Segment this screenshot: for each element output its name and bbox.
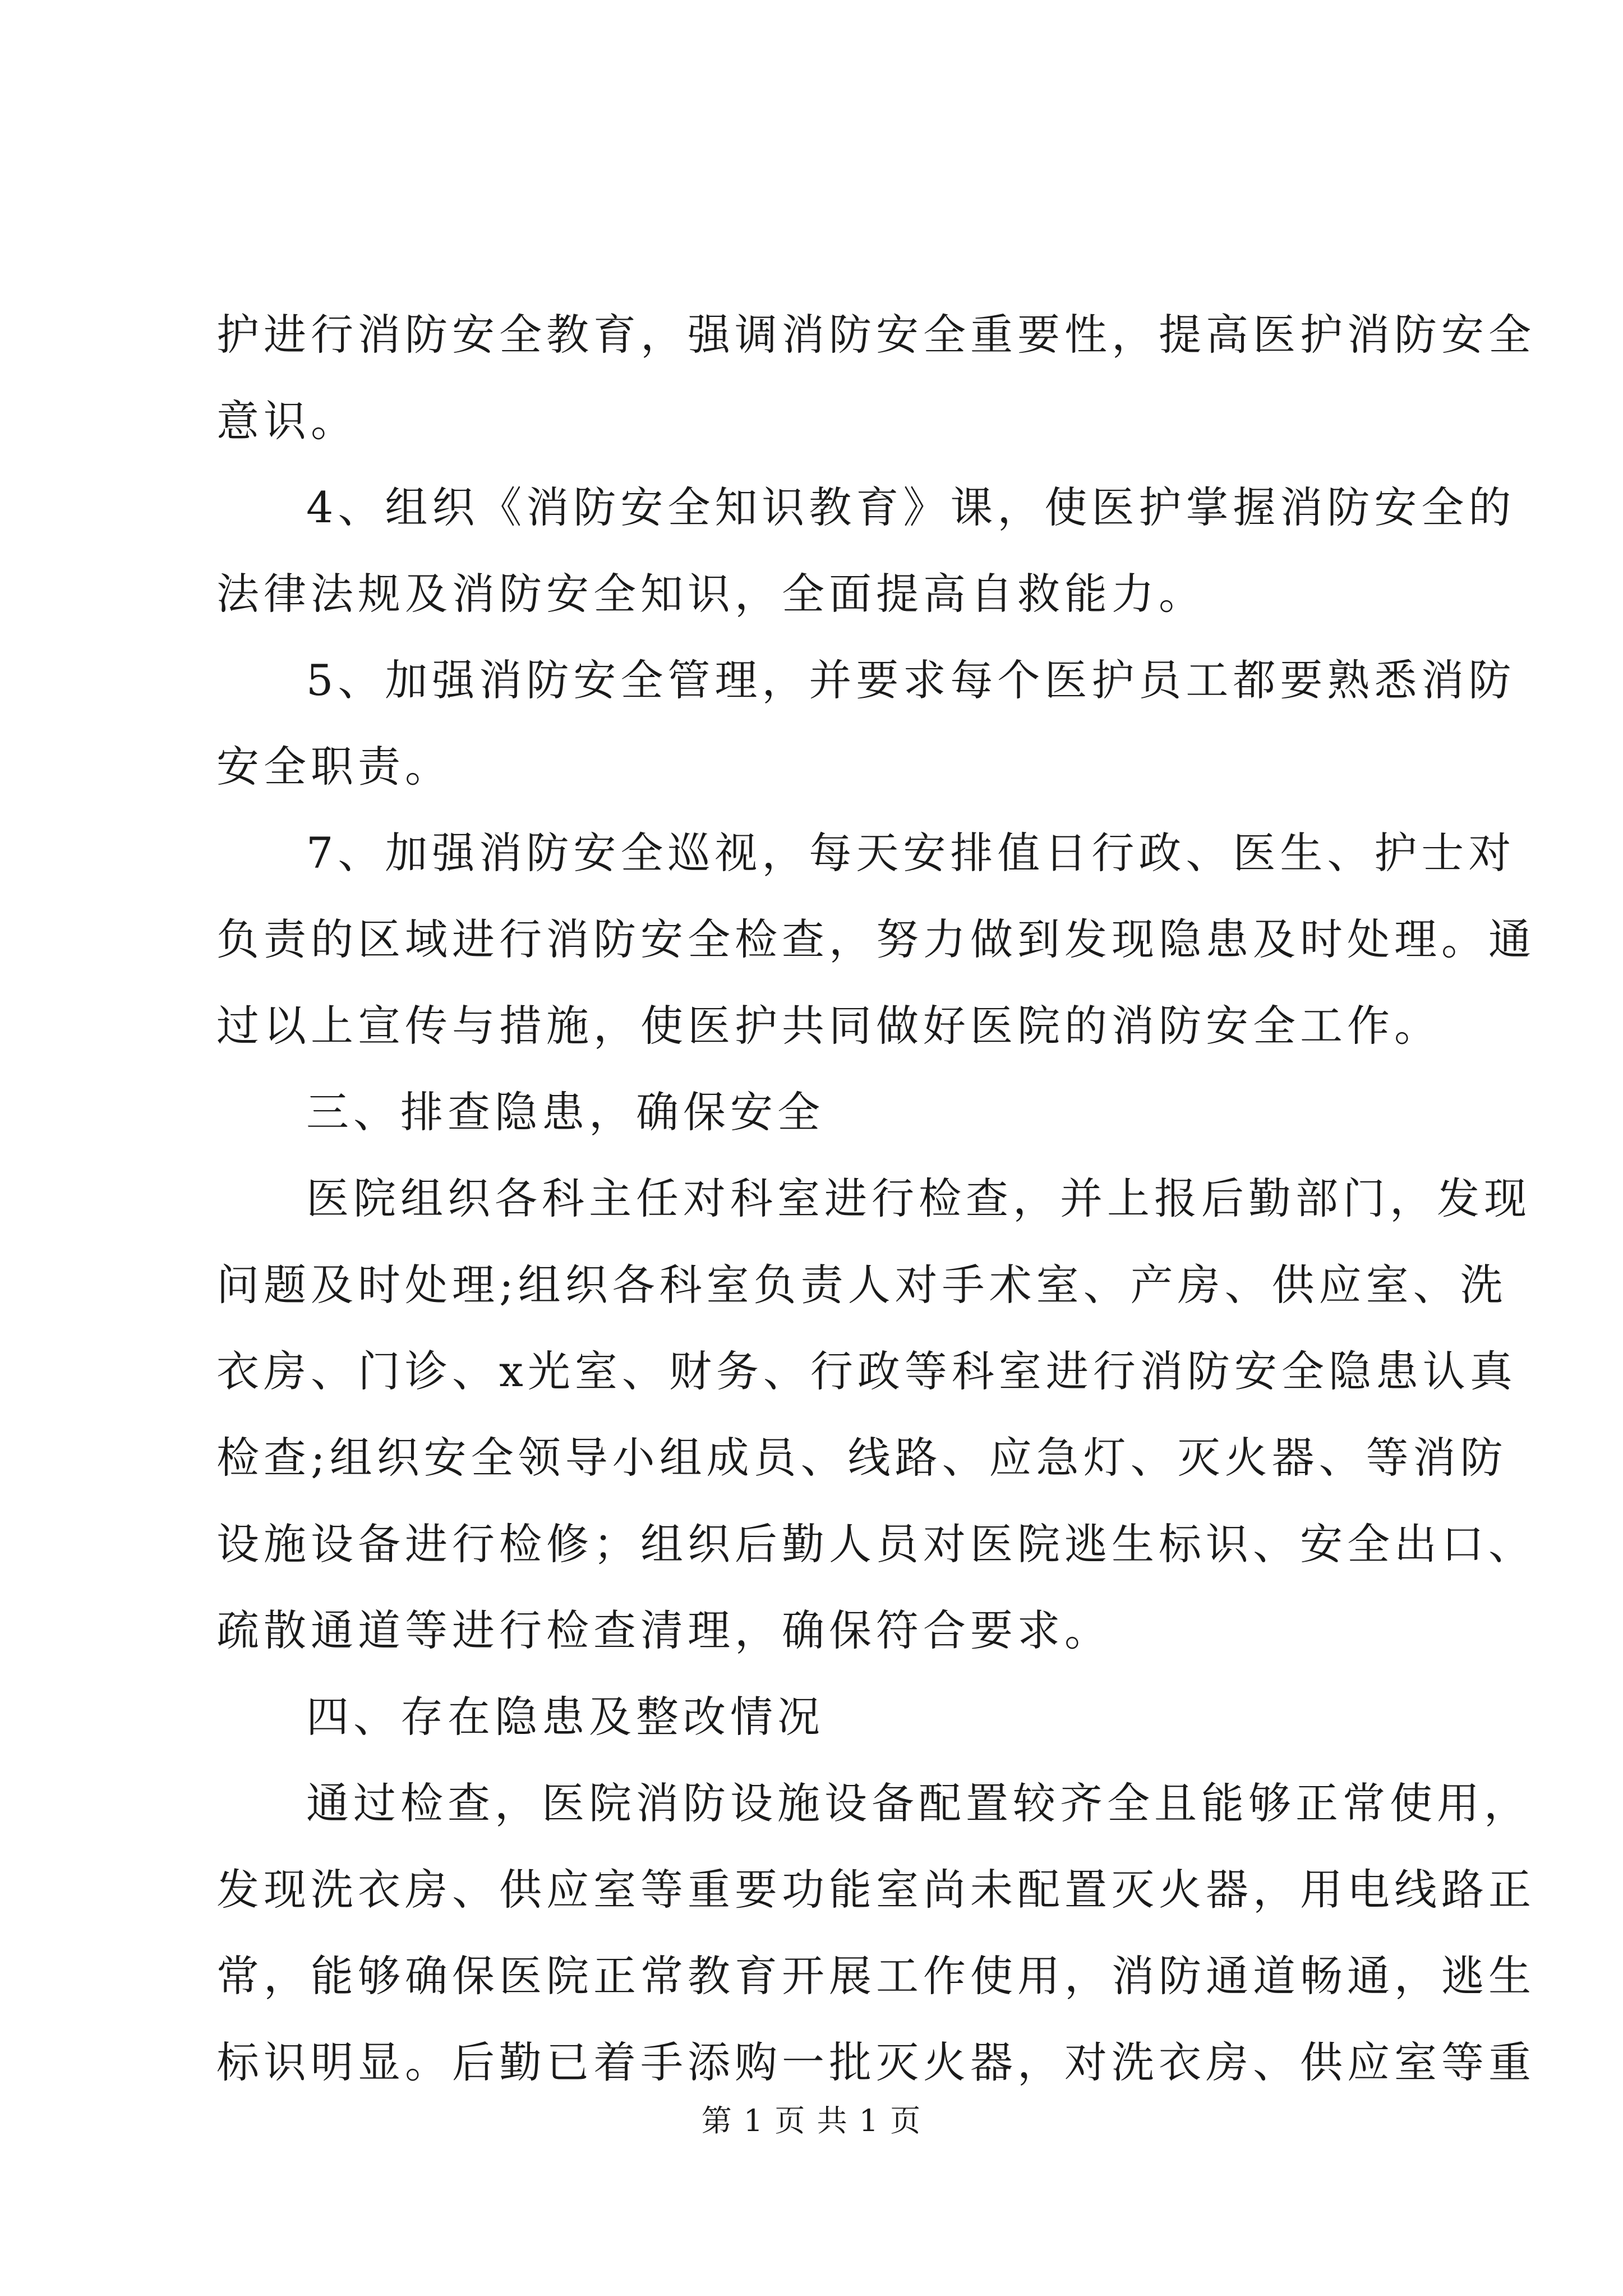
text-line: 发现洗衣房、供应室等重要功能室尚未配置灭火器，用电线路正 — [216, 1865, 1536, 1915]
text-line: 5、加强消防安全管理，并要求每个医护员工都要熟悉消防 — [306, 655, 1516, 705]
text-line: 意识。 — [216, 396, 358, 446]
text-line: 疏散通道等进行检查清理，确保符合要求。 — [216, 1605, 1112, 1655]
text-line: 衣房、门诊、x光室、财务、行政等科室进行消防安全隐患认真 — [216, 1346, 1517, 1396]
text-line: 医院组织各科主任对科室进行检查，并上报后勤部门，发现 — [306, 1174, 1531, 1223]
text-line: 4、组织《消防安全知识教育》课，使医护掌握消防安全的 — [306, 482, 1516, 532]
text-line: 常，能够确保医院正常教育开展工作使用，消防通道畅通，逃生 — [216, 1951, 1536, 2001]
text-line: 标识明显。后勤已着手添购一批灭火器，对洗衣房、供应室等重 — [216, 2037, 1536, 2087]
text-line: 问题及时处理;组织各科室负责人对手术室、产房、供应室、洗 — [216, 1260, 1507, 1310]
text-line: 设施设备进行检修；组织后勤人员对医院逃生标识、安全出口、 — [216, 1519, 1536, 1569]
text-line: 检查;组织安全领导小组成员、线路、应急灯、灭火器、等消防 — [216, 1433, 1507, 1483]
text-line: 法律法规及消防安全知识，全面提高自救能力。 — [216, 569, 1206, 619]
text-line: 负责的区域进行消防安全检查，努力做到发现隐患及时处理。通 — [216, 914, 1536, 964]
page-footer: 第 1 页 共 1 页 — [701, 2103, 922, 2138]
text-line: 过以上宣传与措施，使医护共同做好医院的消防安全工作。 — [216, 1001, 1441, 1051]
text-line: 7、加强消防安全巡视，每天安排值日行政、医生、护士对 — [306, 828, 1516, 878]
document-body — [216, 292, 1536, 2106]
text-line: 三、排查隐患，确保安全 — [306, 1087, 824, 1137]
text-line: 四、存在隐患及整改情况 — [306, 1692, 824, 1742]
text-line: 安全职责。 — [216, 742, 452, 792]
text-line: 护进行消防安全教育，强调消防安全重要性，提高医护消防安全 — [216, 310, 1536, 360]
text-line: 通过检查，医院消防设施设备配置较齐全且能够正常使用， — [306, 1778, 1531, 1828]
